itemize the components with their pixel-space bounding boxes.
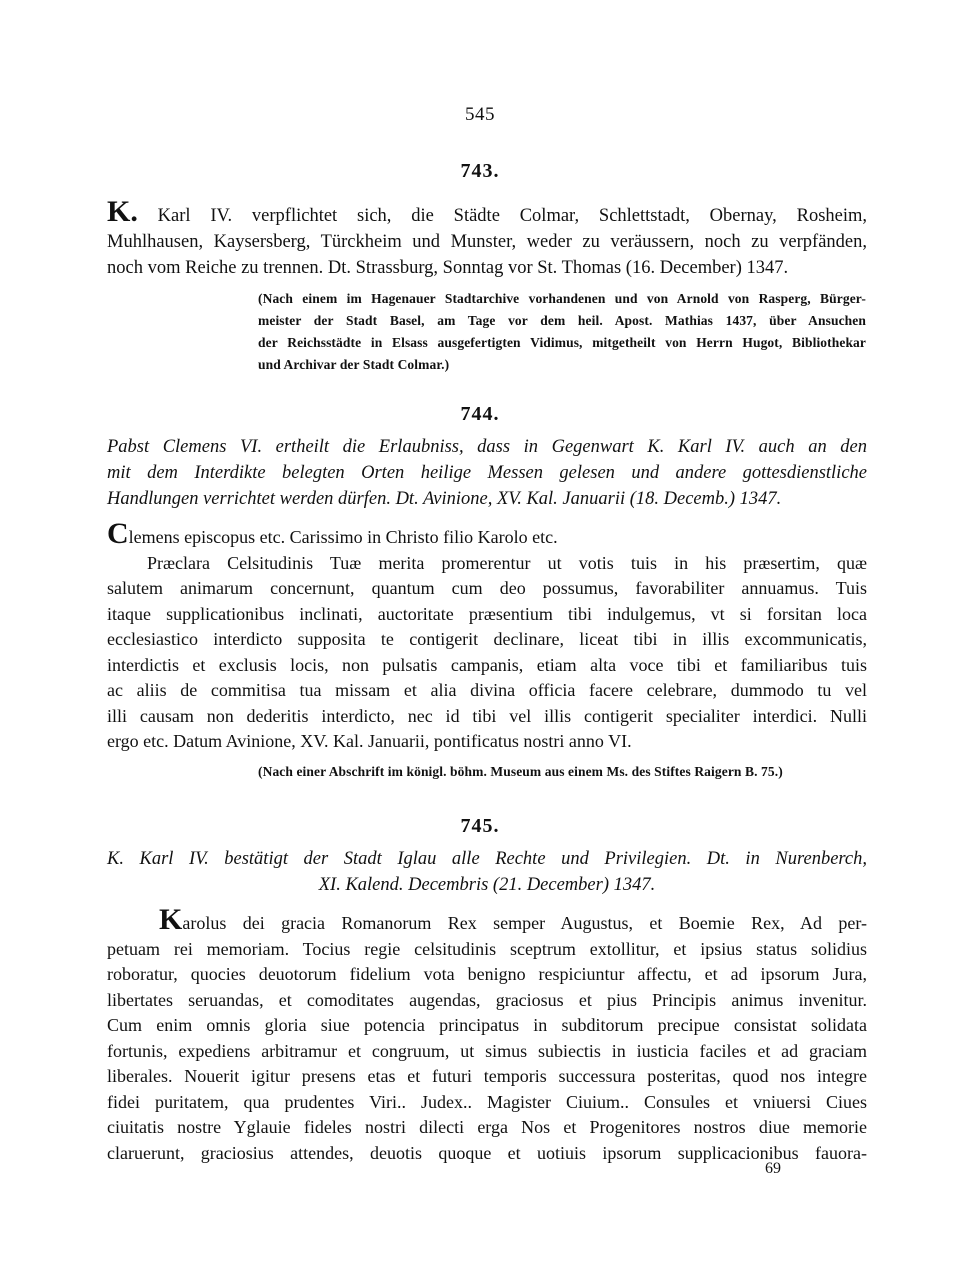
page-number: 545 — [465, 104, 495, 125]
body-line — [107, 905, 867, 937]
body-line-text: lemens episcopus etc. Carissimo in Christo filio Karolo etc. — [128, 527, 558, 547]
body-line: salutem animarum concernunt, quantum cum deo possumus, favorabiliter annuamus. Tuis — [107, 578, 867, 598]
document-summary — [107, 197, 867, 281]
body-line: ac aliis de commitisa tua missam et alia divina officia facere celebrare, dummodo tu vel — [107, 680, 867, 700]
body-line: libertates seruandas, et comoditates augendas, graciosus et pius Principis animus invenitur. — [107, 989, 867, 1010]
body-line-text: arolus dei gracia Romanorum Rex semper Augustus, et Boemie Rex, Ad per- — [182, 913, 867, 933]
summary-line: Handlungen verrichtet werden dürfen. Dt. Avinione, XV. Kal. Januarii (18. Decemb.) 1347. — [107, 489, 782, 509]
signature-mark: 69 — [765, 1160, 781, 1177]
body-line: fortunis, expediens arbitramur et congruum, ut simus subiectis in iusticia faciles et ad graciam — [107, 1040, 867, 1061]
summary-line-text: Karl IV. verpflichtet sich, die Städte Colmar, Schlettstadt, Obernay, Rosheim, — [157, 206, 868, 226]
summary-line: K. Karl IV. bestätigt der Stadt Iglau alle Rechte und Privilegien. Dt. in Nurenberch, — [107, 849, 867, 869]
body-line: ecclesiastico interdicto supposita te contigerit declinare, liceat tibi in illis excommunicatis, — [107, 629, 867, 649]
body-line: interdictis et exclusis locis, non pulsatis campanis, etiam alta voce tibi et familiaribus tuis — [107, 654, 867, 675]
drop-initial: K — [159, 903, 183, 936]
note-line: meister der Stadt Basel, am Tage vor dem heil. Apost. Mathias 1437, über Ansuchen — [258, 313, 866, 328]
body-line: roboratur, quocies deuotorum fidelium vota benigno respiciuntur affectu, et ad ipsorum Jura, — [107, 964, 867, 984]
source-note — [258, 761, 866, 783]
document-body — [107, 905, 867, 1166]
body-line — [107, 519, 867, 551]
body-line: illi causam non dederitis interdicto, nec id tibi vel illis contigerit specialiter interdici. Nulli — [107, 705, 867, 726]
body-line: ergo etc. Datum Avinione, XV. Kal. Januarii, pontificatus nostri anno VI. — [107, 731, 632, 751]
summary-line: XI. Kalend. Decembris (21. December) 1347. — [318, 875, 656, 895]
document-745 — [0, 815, 960, 838]
summary-line: Pabst Clemens VI. ertheilt die Erlaubniss, dass in Gegenwart K. Karl IV. auch an den — [107, 437, 867, 457]
summary-line: mit dem Interdikte belegten Orten heilige Messen gelesen und andere gottesdienstliche — [107, 463, 867, 483]
summary-line — [107, 197, 867, 229]
document-summary — [107, 846, 867, 898]
body-line: fidei puritatem, qua prudentes Viri.. Judex.. Magister Ciuium.. Consules et vniuersi Ciues — [107, 1091, 867, 1112]
document-number: 745. — [460, 815, 500, 837]
body-line: Præclara Celsitudinis Tuæ merita promerentur ut votis tuis in his præsertim, quæ — [147, 552, 867, 573]
drop-initial: K. — [107, 195, 138, 228]
body-line: ciuitatis nostre Yglauie fideles nostri dilecti erga Nos et Progenitores nostros diue memorie — [107, 1117, 867, 1137]
summary-line: noch vom Reiche zu trennen. Dt. Strassburg, Sonntag vor St. Thomas (16. December) 1347. — [107, 258, 789, 278]
document-number: 744. — [460, 403, 500, 425]
source-note — [258, 288, 866, 376]
body-line: Cum enim omnis gloria siue potencia principatus in subditorum precipue consistat solidata — [107, 1015, 867, 1035]
document-summary — [107, 434, 867, 512]
document-744 — [0, 403, 960, 426]
summary-line: Muhlhausen, Kaysersberg, Türckheim und Munster, weder zu veräussern, noch zu verpfänden, — [107, 232, 867, 252]
document-body — [107, 519, 867, 755]
note-line: (Nach einem im Hagenauer Stadtarchive vorhandenen und von Arnold von Rasperg, Bürger- — [258, 291, 866, 306]
document-number: 743. — [460, 160, 500, 182]
document-743 — [0, 160, 960, 183]
drop-initial: C — [107, 517, 129, 550]
body-line: itaque supplicationibus inclinati, auctoritate præsentium tibi indulgemus, vt si forsitan loca — [107, 603, 867, 624]
note-line: der Reichsstädte in Elsass ausgefertigten Vidimus, mitgetheilt von Herrn Hugot, Bibliothekar — [258, 335, 866, 350]
body-line: claruerunt, graciosius attendes, deuotis quoque et uotiuis ipsorum supplicacionibus fauora- — [107, 1142, 867, 1163]
body-line: petuam rei memoriam. Tocius regie celsitudinis sceptrum extollitur, et ipsius status solidius — [107, 938, 867, 959]
note-line: (Nach einer Abschrift im königl. böhm. Museum aus einem Ms. des Stiftes Raigern B. 75.) — [258, 764, 783, 779]
note-line: und Archivar der Stadt Colmar.) — [258, 357, 450, 372]
body-line: liberales. Nouerit igitur presens etas et futuri temporis successura posteritas, quod nos integre — [107, 1066, 867, 1086]
